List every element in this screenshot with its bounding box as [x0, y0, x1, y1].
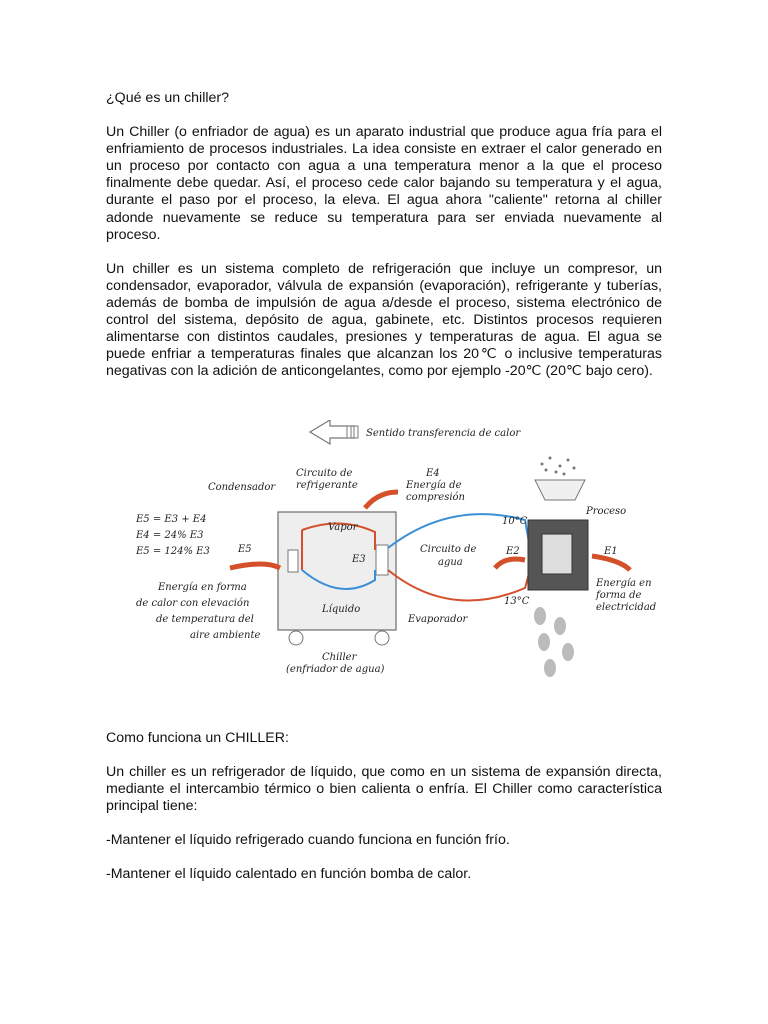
label-evaporador: Evaporador	[408, 614, 468, 625]
intro-heading: ¿Qué es un chiller?	[106, 90, 230, 106]
label-energia-calor-1: Energía en forma	[158, 582, 247, 593]
process-particles	[541, 457, 576, 476]
label-energia-elec-2: forma de	[596, 590, 642, 601]
label-liquido: Líquido	[322, 604, 361, 615]
intro-section	[106, 90, 662, 397]
how-it-works-section	[106, 730, 662, 901]
process-output-pieces	[534, 607, 574, 677]
label-temp-13: 13°C	[504, 596, 530, 607]
label-vapor: Vapor	[328, 522, 358, 533]
intro-paragraph-2: Un chiller es un sistema completo de refrigeración que incluye un compresor, un condensador, evaporador, válvula de expansión (evaporación), refrigerante y tuberías, además de bomba de impulsión de agua a/desde el proceso, sistema electrónico de control del sistema, depósito de agua, gabinete, etc. Distintos procesos requieren alimentarse con distintos caudales, presiones y temperaturas de agua. El agua se puede enfriar a temperaturas finales que alcanzan los 20℃ o inclusive temperaturas negativas con la adición de anticongelantes, como por ejemplo -20℃ (20℃ bajo cero).	[106, 260, 662, 380]
how-it-works-heading: Como funciona un CHILLER:	[106, 730, 289, 746]
heat-transfer-arrow	[310, 420, 358, 444]
label-circuito-ref-1: Circuito de	[296, 468, 353, 479]
chiller-diagram	[130, 420, 670, 690]
label-energia-calor-3: de temperatura del	[156, 614, 254, 625]
process-heat-arrow	[495, 559, 525, 568]
label-temp-10: 10°C	[502, 516, 528, 527]
label-circuito-agua-1: Circuito de	[420, 544, 477, 555]
label-energia-elec-1: Energía en	[596, 578, 652, 589]
label-circuito-agua-2: agua	[438, 557, 463, 568]
chiller-wheel-right	[375, 631, 389, 645]
label-circuito-ref-2: refrigerante	[296, 480, 358, 491]
label-proceso: Proceso	[586, 506, 627, 517]
label-e5: E5	[238, 544, 252, 555]
label-eq3: E5 = 124% E3	[136, 546, 210, 557]
label-e4: E4	[426, 468, 440, 479]
label-chiller-2: (enfriador de agua)	[286, 664, 385, 675]
label-energia-elec-3: electricidad	[596, 602, 657, 613]
how-it-works-item-1: -Mantener el líquido refrigerado cuando funciona en función frío.	[106, 832, 510, 849]
label-energia-calor-2: de calor con elevación	[136, 598, 250, 609]
label-energia-compresion-2: compresión	[406, 492, 465, 503]
label-chiller-1: Chiller	[322, 652, 357, 663]
label-energia-compresion-1: Energía de	[406, 480, 462, 491]
label-e2: E2	[506, 546, 520, 557]
energy-out-arrow	[230, 564, 280, 568]
process-hopper	[535, 480, 585, 500]
electric-energy-arrow	[592, 556, 630, 570]
compression-energy-arrow	[365, 492, 398, 508]
how-it-works-paragraph: Un chiller es un refrigerador de líquido, que como en un sistema de expansión directa, mediante el intercambio térmico o bien calienta o enfría. El Chiller como característica principal tiene:	[106, 764, 662, 815]
condenser-coil	[288, 550, 298, 572]
label-e3: E3	[352, 554, 366, 565]
label-condensador: Condensador	[208, 482, 276, 493]
intro-paragraph-1: Un Chiller (o enfriador de agua) es un aparato industrial que produce agua fría para el enfriamiento de procesos industriales. La idea consiste en extraer el calor generado en un proceso por contacto con agua a una temperatura menor a la que el proceso finalmente debe quedar. Así, el proceso cede calor bajando su temperatura y el agua, durante el paso por el proceso, la eleva. El agua ahora "caliente" retorna al chiller adonde nuevamente se reduce su temperatura para ser enviada nuevamente al proceso.	[106, 124, 662, 243]
evaporator-coil	[376, 545, 388, 575]
label-e1: E1	[604, 546, 618, 557]
label-eq1: E5 = E3 + E4	[136, 514, 207, 525]
label-energia-calor-4: aire ambiente	[190, 630, 261, 641]
arrow-label: Sentido transferencia de calor	[366, 428, 521, 439]
chiller-wheel-left	[289, 631, 303, 645]
how-it-works-item-2: -Mantener el líquido calentado en función bomba de calor.	[106, 866, 472, 883]
label-eq2: E4 = 24% E3	[136, 530, 204, 541]
